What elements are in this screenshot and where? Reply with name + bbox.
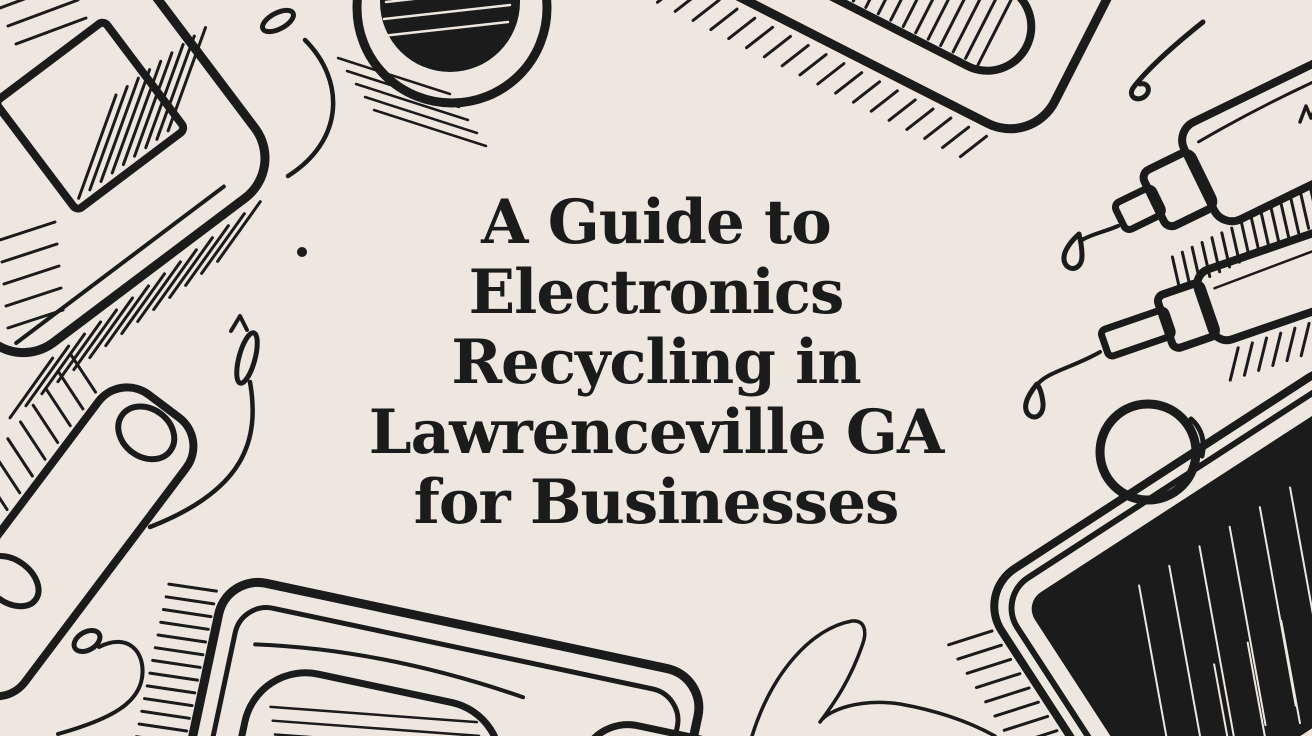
pen-cord — [1036, 352, 1100, 386]
tablet-screen-hatch — [43, 28, 242, 199]
tray-shadow-hatch — [131, 581, 216, 736]
battery-window — [588, 0, 1047, 86]
battery-body — [533, 0, 1168, 146]
battery-doodle — [514, 0, 1168, 183]
monitor-screen — [1024, 400, 1312, 736]
glue-squiggle — [1131, 22, 1203, 99]
title-line-2: Electronics — [468, 257, 844, 328]
title-line-1: A Guide to — [481, 187, 831, 258]
phone-camera — [108, 396, 185, 470]
tablet-doodle — [0, 0, 322, 418]
spark-mark — [1300, 104, 1312, 122]
battery-slot — [721, 0, 1132, 3]
corner-hatch — [0, 0, 86, 44]
phone-button — [0, 546, 48, 617]
battery-shadow-hatch — [515, 0, 987, 163]
wire-curve-bottom — [58, 642, 143, 734]
lens-cup-doodle — [338, 0, 547, 146]
wire-loop-mid — [233, 331, 262, 385]
pen-shadow-hatch — [1221, 284, 1312, 380]
tray-pad — [222, 661, 512, 736]
keyboard-tray-doodle — [58, 564, 760, 736]
title-line-5: for Businesses — [413, 467, 899, 538]
glue-drip — [1064, 234, 1082, 268]
edge-hatch — [0, 222, 63, 328]
title-line-4: Lawrenceville GA — [368, 397, 944, 468]
tray-outer — [179, 575, 706, 736]
glue-body — [1175, 13, 1312, 228]
page-title — [276, 188, 1036, 538]
wire-loop-bottom — [70, 626, 103, 656]
tray-pad-2 — [562, 716, 748, 736]
leaf-swirl-doodle — [752, 621, 995, 736]
title-line-3: Recycling in — [451, 327, 861, 398]
phone-body — [0, 373, 208, 711]
glue-bottle-doodle — [1064, 13, 1312, 301]
